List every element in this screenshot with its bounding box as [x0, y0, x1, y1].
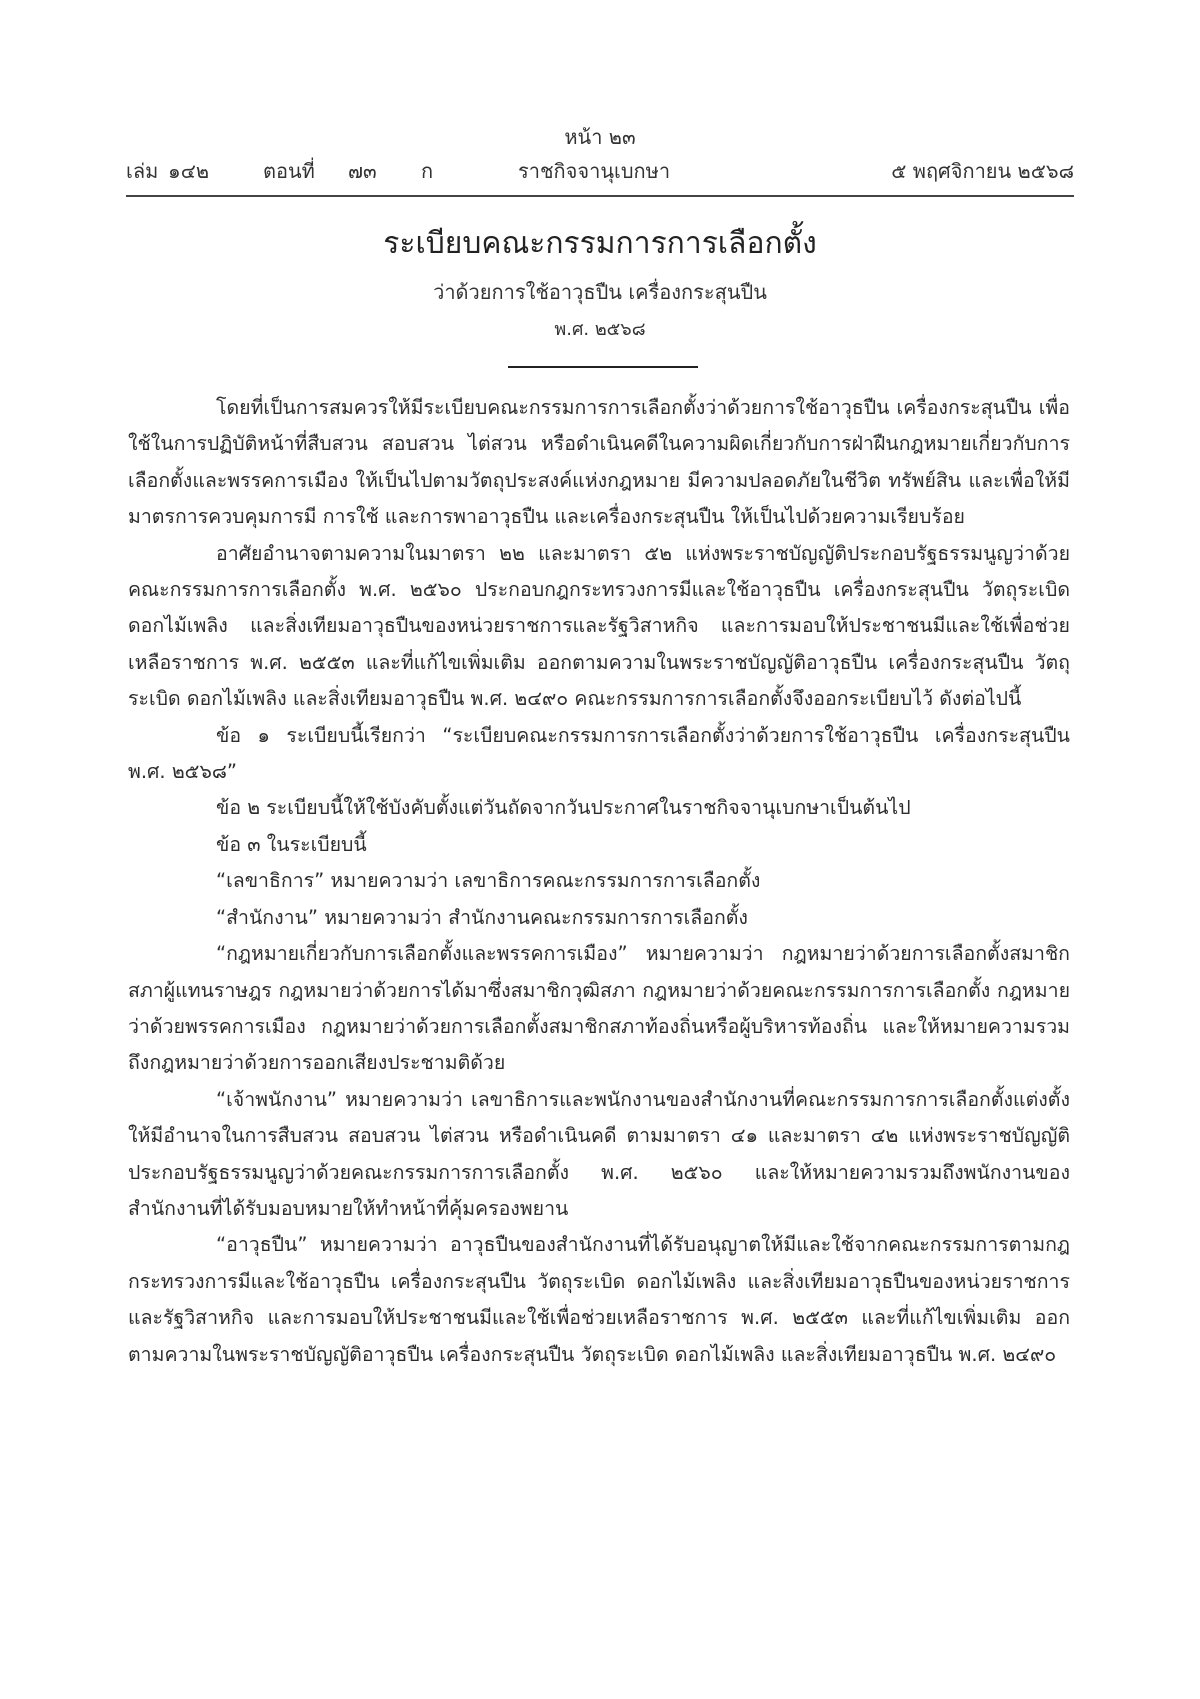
- authority-paragraph: อาศัยอำนาจตามความในมาตรา ๒๒ และมาตรา ๕๒ แห่งพระราชบัญญัติประกอบรัฐธรรมนูญว่าด้วยคณะกรรมการการเลือกตั้ง พ.ศ. ๒๕๖๐ ประกอบกฎกระทรวงการมีและใช้อาวุธปืน เครื่องกระสุนปืน วัตถุระเบิด ดอกไม้เพลิง และสิ่งเทียมอาวุธปืนของหน่วยราชการและรัฐวิสาหกิจ และการมอบให้ประชาชนมีและใช้เพื่อช่วยเหลือราชการ พ.ศ. ๒๕๕๓ และที่แก้ไขเพิ่มเติม ออกตามความในพระราชบัญญัติอาวุธปืน เครื่องกระสุนปืน วัตถุระเบิด ดอกไม้เพลิง และสิ่งเทียมอาวุธปืน พ.ศ. ๒๔๙๐ คณะกรรมการการเลือกตั้งจึงออกระเบียบไว้ ดังต่อไปนี้: [128, 541, 1070, 711]
- document-title: ระเบียบคณะกรรมการการเลือกตั้ง: [383, 226, 817, 261]
- page-number: หน้า ๒๓: [564, 125, 636, 149]
- header-divider: [126, 195, 1074, 197]
- gazette-name: ราชกิจจานุเบกษา: [518, 159, 671, 183]
- definition-official: “เจ้าพนักงาน” หมายความว่า เลขาธิการและพนักงานของสำนักงานที่คณะกรรมการการเลือกตั้งแต่งตั้งให้มีอำนาจในการสืบสวน สอบสวน ไต่สวน หรือดำเนินคดี ตามมาตรา ๔๑ และมาตรา ๔๒ แห่งพระราชบัญญัติประกอบรัฐธรรมนูญว่าด้วยคณะกรรมการการเลือกตั้ง พ.ศ. ๒๕๖๐ และให้หมายความรวมถึงพนักงานของสำนักงานที่ได้รับมอบหมายให้ทำหน้าที่คุ้มครองพยาน: [128, 1087, 1070, 1220]
- section-letter: ก: [421, 159, 434, 183]
- clause-3: ข้อ ๓ ในระเบียบนี้: [216, 832, 367, 856]
- publication-date: ๕ พฤศจิกายน ๒๕๖๘: [891, 159, 1074, 183]
- document-subtitle: ว่าด้วยการใช้อาวุธปืน เครื่องกระสุนปืน: [433, 280, 767, 304]
- issue-label: ตอนที่: [263, 159, 315, 183]
- clause-2: ข้อ ๒ ระเบียบนี้ให้ใช้บังคับตั้งแต่วันถัดจากวันประกาศในราชกิจจานุเบกษาเป็นต้นไป: [216, 796, 911, 820]
- volume-number: ๑๔๒: [168, 159, 210, 183]
- issue-number: ๗๓: [348, 159, 377, 183]
- definition-firearm: “อาวุธปืน” หมายความว่า อาวุธปืนของสำนักงานที่ได้รับอนุญาตให้มีและใช้จากคณะกรรมการตามกฎกระทรวงการมีและใช้อาวุธปืน เครื่องกระสุนปืน วัตถุระเบิด ดอกไม้เพลิง และสิ่งเทียมอาวุธปืนของหน่วยราชการและรัฐวิสาหกิจ และการมอบให้ประชาชนมีและใช้เพื่อช่วยเหลือราชการ พ.ศ. ๒๕๕๓ และที่แก้ไขเพิ่มเติม ออกตามความในพระราชบัญญัติอาวุธปืน เครื่องกระสุนปืน วัตถุระเบิด ดอกไม้เพลิง และสิ่งเทียมอาวุธปืน พ.ศ. ๒๔๙๐: [128, 1233, 1070, 1366]
- definition-secretary-general: “เลขาธิการ” หมายความว่า เลขาธิการคณะกรรมการการเลือกตั้ง: [216, 869, 761, 893]
- gazette-header: [126, 158, 1074, 188]
- volume-label: เล่ม: [126, 159, 159, 183]
- title-divider: [508, 366, 698, 368]
- clause-1: ข้อ ๑ ระเบียบนี้เรียกว่า “ระเบียบคณะกรรมการการเลือกตั้งว่าด้วยการใช้อาวุธปืน เครื่องกระสุนปืน พ.ศ. ๒๕๖๘”: [128, 723, 1070, 784]
- preamble-paragraph: โดยที่เป็นการสมควรให้มีระเบียบคณะกรรมการการเลือกตั้งว่าด้วยการใช้อาวุธปืน เครื่องกระสุนปืน เพื่อใช้ในการปฏิบัติหน้าที่สืบสวน สอบสวน ไต่สวน หรือดำเนินคดีในความผิดเกี่ยวกับการฝ่าฝืนกฎหมายเกี่ยวกับการเลือกตั้งและพรรคการเมือง ให้เป็นไปตามวัตถุประสงค์แห่งกฎหมาย มีความปลอดภัยในชีวิต ทรัพย์สิน และเพื่อให้มีมาตรการควบคุมการมี การใช้ และการพาอาวุธปืน และเครื่องกระสุนปืน ให้เป็นไปด้วยความเรียบร้อย: [128, 396, 1070, 529]
- document-year: พ.ศ. ๒๕๖๘: [554, 319, 646, 340]
- definition-election-law: “กฎหมายเกี่ยวกับการเลือกตั้งและพรรคการเมือง” หมายความว่า กฎหมายว่าด้วยการเลือกตั้งสมาชิกสภาผู้แทนราษฎร กฎหมายว่าด้วยการได้มาซึ่งสมาชิกวุฒิสภา กฎหมายว่าด้วยคณะกรรมการการเลือกตั้ง กฎหมายว่าด้วยพรรคการเมือง กฎหมายว่าด้วยการเลือกตั้งสมาชิกสภาท้องถิ่นหรือผู้บริหารท้องถิ่น และให้หมายความรวมถึงกฎหมายว่าด้วยการออกเสียงประชามติด้วย: [128, 942, 1070, 1075]
- definition-office: “สำนักงาน” หมายความว่า สำนักงานคณะกรรมการการเลือกตั้ง: [216, 905, 748, 929]
- document-body: [128, 390, 1070, 1373]
